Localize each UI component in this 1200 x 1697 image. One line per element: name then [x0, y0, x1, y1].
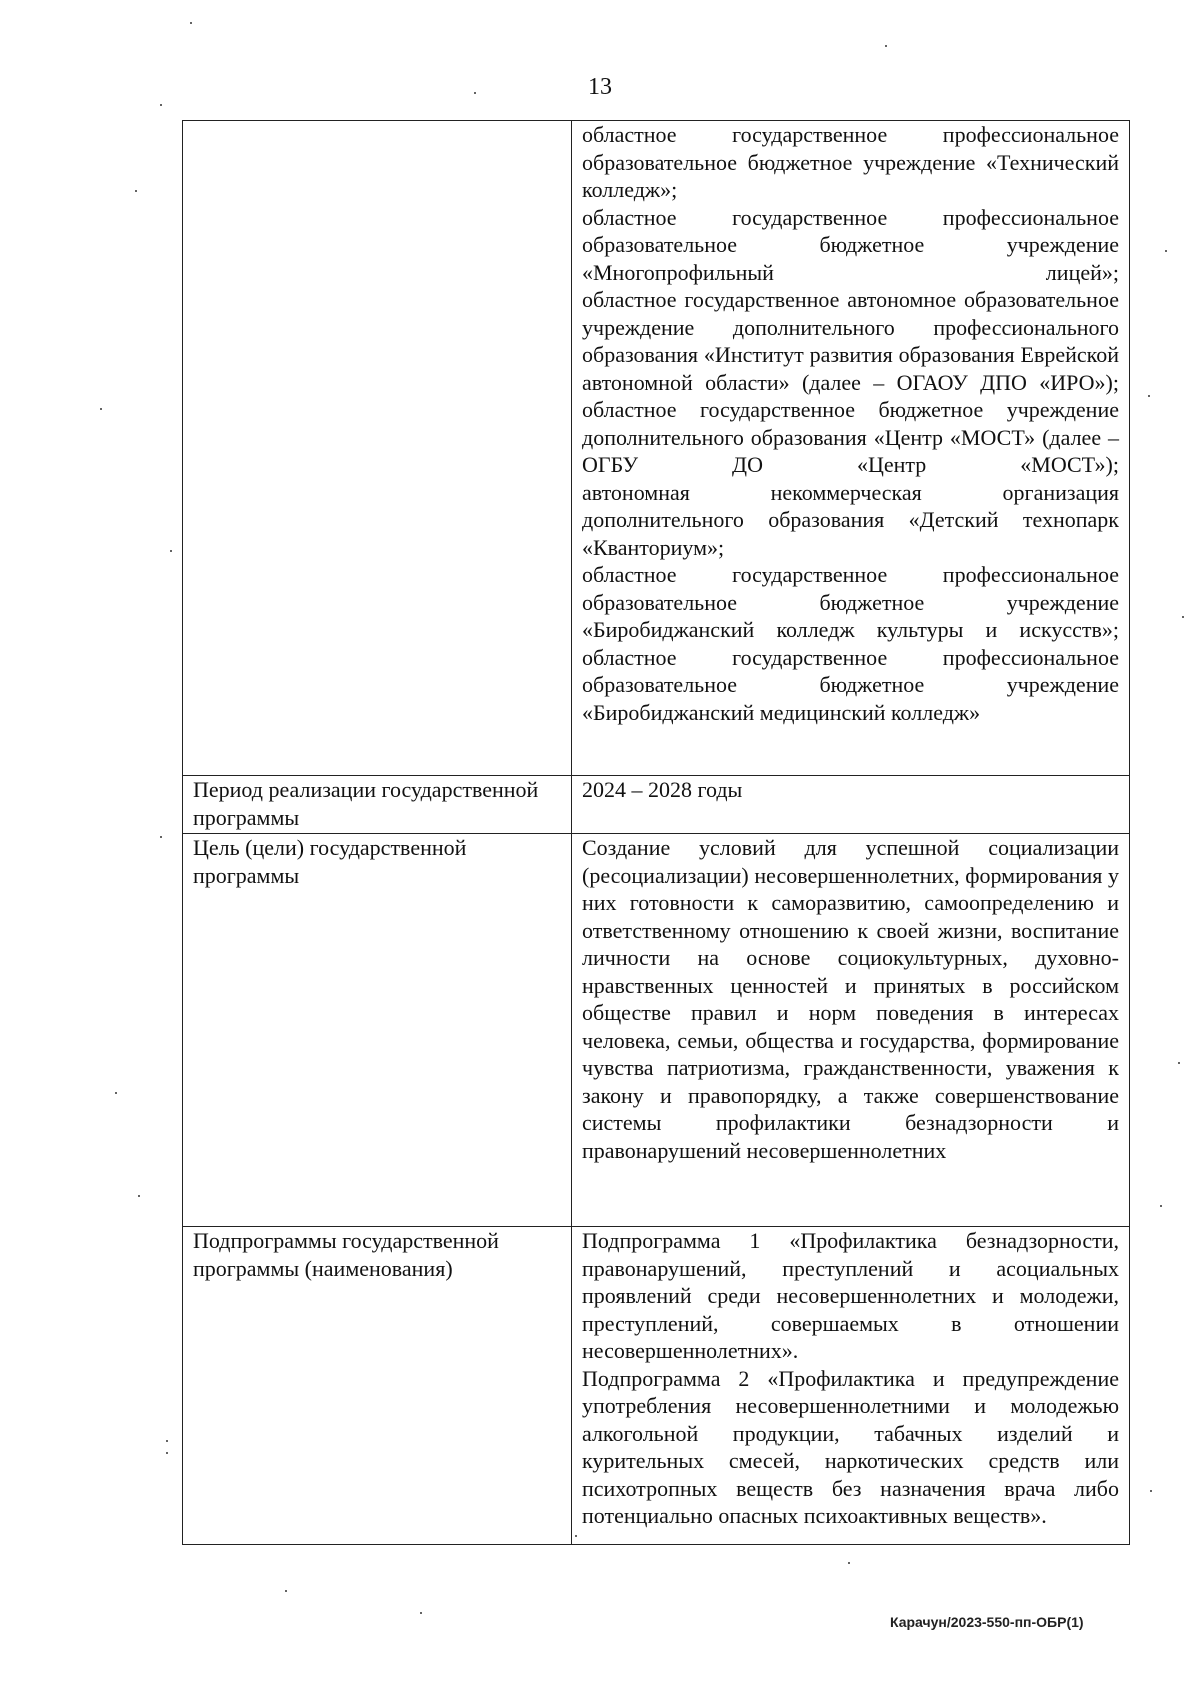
list-item: областное государственное бюджетное учреждение дополнительного образования «Центр «МОСТ» (далее – ОГБУ ДО «Центр «МОСТ»);	[582, 397, 1119, 477]
footer-stamp: Карачун/2023-550-пп-ОБР(1)	[890, 1614, 1084, 1630]
scan-speck	[138, 1195, 140, 1197]
scan-speck	[135, 190, 137, 192]
subprogram-2: Подпрограмма 2 «Профилактика и предупреждение употребления несовершеннолетними и молодежью алкогольной продукции, табачных изделий и курительных смесей, наркотических средств или психотропных веществ без назначения врача либо потенциально опасных психоактивных веществ».	[582, 1365, 1119, 1528]
list-item: областное государственное автономное образовательное учреждение дополнительного профессионального образования «Институт развития образования Еврейской автономной области» (далее – ОГАОУ ДПО «ИРО»);	[582, 287, 1119, 395]
program-passport-table	[182, 120, 1130, 1545]
row-value-period	[572, 776, 1130, 834]
row-label: Период реализации государственной программы	[183, 776, 572, 834]
scan-speck	[1160, 1205, 1162, 1207]
list-item: областное государственное профессиональное образовательное бюджетное учреждение «Биробиджанский колледж культуры и искусств»;	[582, 562, 1119, 642]
list-item: областное государственное профессиональное образовательное бюджетное учреждение «Биробиджанский медицинский колледж»	[582, 644, 1119, 725]
scan-speck	[420, 1612, 422, 1614]
period-value: 2024 – 2028 годы	[582, 777, 743, 802]
table-row	[183, 834, 1130, 1227]
scan-speck	[285, 1590, 287, 1592]
row-label	[183, 121, 572, 776]
scan-speck	[1165, 250, 1167, 252]
row-label: Цель (цели) государственной программы	[183, 834, 572, 1227]
scan-speck	[170, 550, 172, 552]
table-row	[183, 121, 1130, 776]
scan-speck	[1178, 1062, 1180, 1064]
row-value-goal	[572, 834, 1130, 1227]
row-label: Подпрограммы государственной программы (наименования)	[183, 1227, 572, 1545]
scan-speck	[848, 1562, 850, 1564]
scan-speck	[575, 1535, 577, 1537]
scan-speck	[1150, 1490, 1152, 1492]
scan-speck	[1148, 395, 1150, 397]
subprogram-1: Подпрограмма 1 «Профилактика безнадзорности, правонарушений, преступлений и асоциальных проявлений среди несовершеннолетних и молодежи, преступлений, совершаемых в отношении несовершеннолетних».	[582, 1228, 1119, 1363]
page-number: 13	[588, 74, 612, 100]
row-value-organizations	[572, 121, 1130, 776]
goal-text: Создание условий для успешной социализации (ресоциализации) несовершеннолетних, формирования у них готовности к саморазвитию, самоопределению и ответственному отношению к своей жизни, воспитание личности на основе социокультурных, духовно-нравственных ценностей и принятых в российском обществе правил и норм поведения в интересах человека, семьи, общества и государства, формирование чувства патриотизма, гражданственности, уважения к закону и правопорядку, а также совершенствование системы профилактики безнадзорности и правонарушений несовершеннолетних	[582, 835, 1119, 1163]
scan-speck	[166, 1440, 168, 1442]
scan-speck	[1182, 616, 1184, 618]
list-item: автономная некоммерческая организация дополнительного образования «Детский технопарк «Кванториум»;	[582, 479, 1119, 560]
list-item: областное государственное профессиональное образовательное бюджетное учреждение «Технический колледж»;	[582, 122, 1119, 202]
scan-speck	[100, 408, 102, 410]
table-row	[183, 1227, 1130, 1545]
scan-speck	[190, 22, 192, 24]
list-item: областное государственное профессиональное образовательное бюджетное учреждение «Многопрофильный лицей»;	[582, 204, 1119, 285]
scan-speck	[885, 45, 887, 47]
row-value-subprograms	[572, 1227, 1130, 1545]
scan-speck	[115, 1092, 117, 1094]
scan-speck	[166, 1452, 168, 1454]
table-row	[183, 776, 1130, 834]
scan-speck	[474, 92, 476, 94]
scan-speck	[160, 104, 162, 106]
scan-speck	[160, 836, 162, 838]
